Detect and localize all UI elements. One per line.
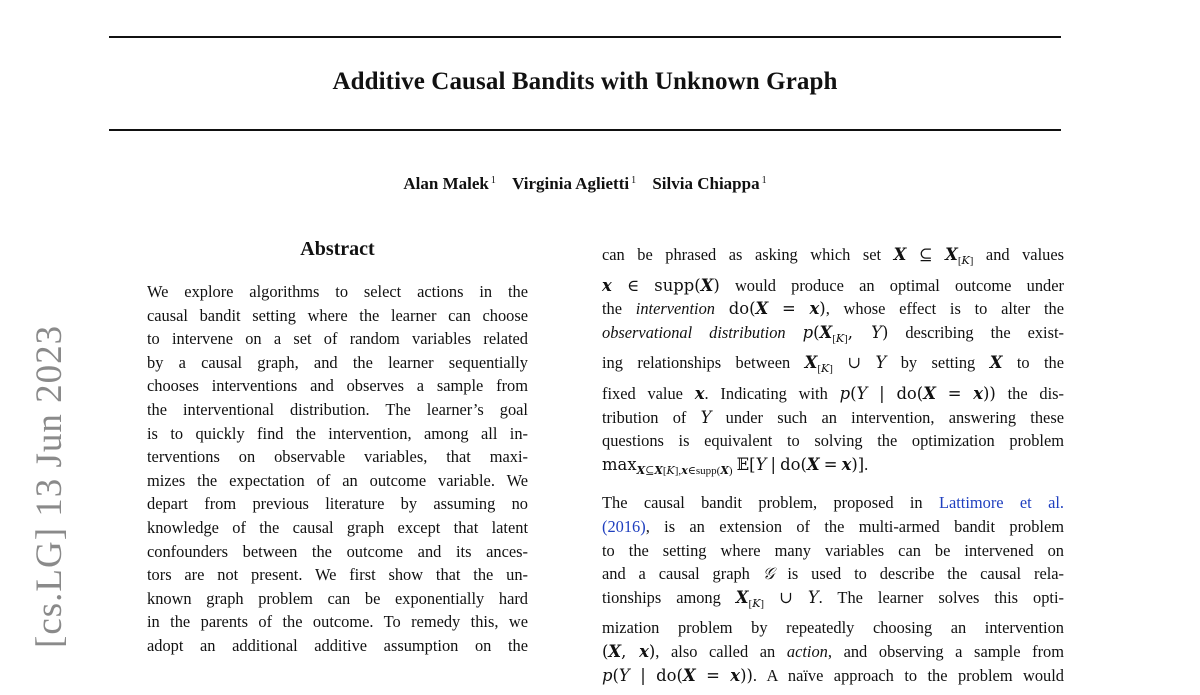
citation-link[interactable]: (2016)	[602, 516, 646, 536]
abstract-line: to intervene on a set of random variables related	[147, 329, 528, 349]
top-rule	[109, 36, 1061, 38]
arxiv-side-stamp: [cs.LG] 13 Jun 2023	[29, 324, 70, 648]
author: Alan Malek $^1$	[403, 174, 496, 193]
abstract-line: terventions on observable variables, that maxi-	[147, 447, 528, 467]
abstract-line: mizes the expectation of an outcome variable. We	[147, 470, 528, 490]
abstract-line: We explore algorithms to select actions in the	[147, 282, 528, 301]
abstract-heading: Abstract	[300, 238, 375, 260]
abstract-line: causal bandit setting where the learner can choose	[147, 305, 528, 325]
abstract-line: is to quickly find the intervention, among all in-	[147, 423, 528, 443]
abstract-line: known graph problem can be exponentially hard	[147, 588, 528, 608]
author: Silvia Chiappa $^1$	[652, 174, 767, 193]
abstract-line: knowledge of the causal graph except that latent	[147, 517, 528, 537]
abstract-line: by a causal graph, and the learner sequentially	[147, 352, 528, 372]
author: Virginia Aglietti $^1$	[512, 174, 637, 193]
bottom-rule	[109, 129, 1061, 131]
abstract-line: the interventional distribution. The learner’s goal	[147, 399, 528, 419]
abstract-line: in the parents of the outcome. To remedy this, we	[147, 612, 528, 632]
abstract-line: chooses interventions and observes a sample from	[147, 376, 528, 396]
abstract-line: confounders between the outcome and its ances-	[147, 541, 528, 561]
body-column-right	[602, 243, 1064, 695]
abstract-line: tors are not present. We first show that the un-	[147, 565, 528, 585]
abstract-line: depart from previous literature by assuming no	[147, 494, 528, 514]
author-list	[109, 174, 1061, 194]
paper-title: Additive Causal Bandits with Unknown Graph	[332, 68, 838, 95]
citation-link[interactable]: Lattimore et al.	[938, 493, 1064, 513]
body-paragraph: can be phrased as asking which set X ⊆ $X_{[K]}$ and values x ∈ supp(X) would produce an optimal outcome under the intervention do(X = x), whose effect is to alter the observational distribution $p(X_{[K]}$, Y) describing the exist- ing relationships between $X_{[K]}$ ∪ Y by setting X to the fixed value x. Indicating with p(Y | do(X = x)) the dis- tribution of Y under such an intervention, answering these questions is equivalent to solving the optimization problem $\max_{X⊆X[K],x\in supp(X)}$ 𝔼[Y | do(X = x)].	[602, 245, 1065, 477]
abstract-text	[147, 280, 528, 658]
body-paragraph: The causal bandit problem, proposed in Lattimore et al. (2016), is an extension of the multi-armed bandit problem to the setting where many variables can be intervened on and a causal graph 𝒢 is used to describe the causal rela- tionships among $X_{[K]}$ ∪ Y. The learner solves this opti- mization problem by repeatedly choosing an intervention (X, x), also called an action, and observing a sample from p(Y | do(X = x)). A naïve approach to the problem would	[602, 493, 1065, 685]
abstract-line: adopt an additional additive assumption on the	[147, 635, 528, 655]
